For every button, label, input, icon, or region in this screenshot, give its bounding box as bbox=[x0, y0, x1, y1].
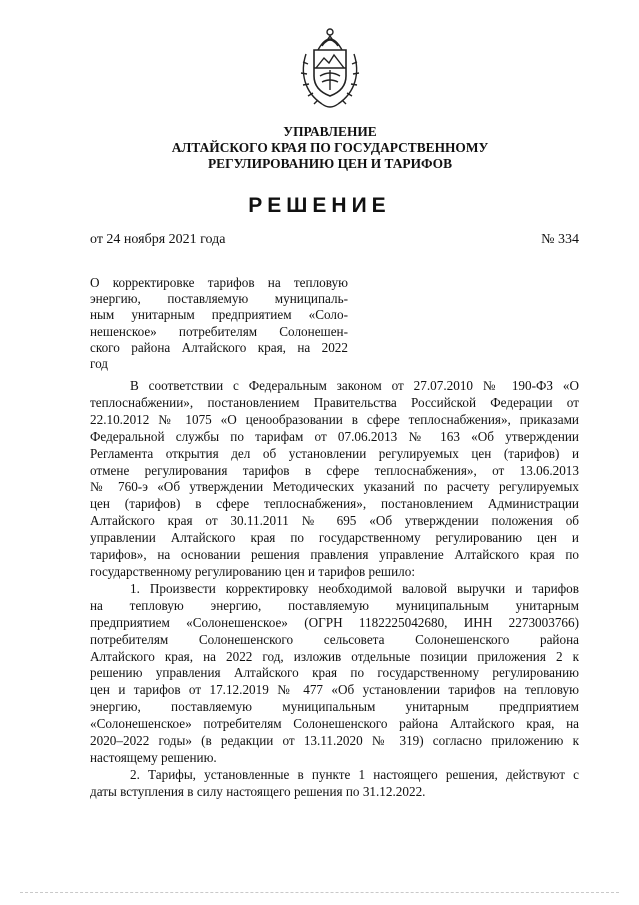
body-line: теплоснабжении», постановлением Правительства Российской Федерации от bbox=[90, 394, 579, 410]
org-line: РЕГУЛИРОВАНИЮ ЦЕН И ТАРИФОВ bbox=[207, 156, 453, 171]
body-line: 22.10.2012 № 1075 «О ценообразовании в сфере теплоснабжения», приказами bbox=[90, 411, 579, 427]
body-line: потребителям Солонешенского сельсовета Солонешенского района bbox=[90, 631, 579, 647]
org-line: АЛТАЙСКОГО КРАЯ ПО ГОСУДАРСТВЕННОМУ bbox=[171, 140, 489, 155]
body-line: 1. Произвести корректировку необходимой валовой выручки и тарифов bbox=[130, 580, 579, 596]
body-line: даты вступления в силу настоящего решения по 31.12.2022. bbox=[90, 783, 426, 799]
body-line: на тепловую энергию, поставляемую муниципальным унитарным bbox=[90, 597, 579, 613]
org-line: УПРАВЛЕНИЕ bbox=[283, 124, 377, 139]
body-line: цен и тарифов от 17.12.2019 № 477 «Об установлении тарифов на тепловую bbox=[90, 682, 579, 698]
body-line: решению управления Алтайского края по государственному регулированию bbox=[90, 665, 579, 681]
subject-line: ского района Алтайского края, на 2022 bbox=[90, 339, 348, 355]
scan-edge-divider bbox=[20, 892, 619, 893]
document-body bbox=[90, 378, 579, 801]
body-line: «Солонешенское» потребителям Солонешенского района Алтайского края, на bbox=[90, 716, 579, 732]
body-line: государственному регулированию цен и тарифов решило: bbox=[90, 563, 415, 579]
body-line: настоящему решению. bbox=[90, 749, 217, 765]
body-line: 2. Тарифы, установленные в пункте 1 настоящего решения, действуют с bbox=[130, 766, 579, 782]
document-type-title: РЕШЕНИЕ bbox=[248, 194, 391, 217]
body-line: Регламента открытия дел об установлении регулируемых цен (тарифов) и bbox=[90, 445, 579, 461]
body-line: отмене регулирования тарифов в сфере теплоснабжения», от 13.06.2013 bbox=[90, 462, 579, 478]
body-line: В соответствии с Федеральным законом от 27.07.2010 № 190-ФЗ «О bbox=[130, 378, 579, 393]
body-line: 2020–2022 годы» (в редакции от 13.11.2020 № 319) согласно приложению к bbox=[90, 733, 579, 749]
subject-line: нешенское» потребителям Солонешен- bbox=[90, 323, 348, 339]
body-line: энергию, поставляемую муниципальным унитарным предприятием bbox=[90, 699, 579, 715]
body-line: управлении Алтайского края по государственному регулированию цен и bbox=[90, 530, 579, 546]
body-line: № 760-э «Об утверждении Методических указаний по расчету регулируемых bbox=[90, 479, 579, 495]
body-line: тарифов», на основании решения правления управление Алтайского края по bbox=[90, 547, 579, 563]
body-line: Федеральной службы по тарифам от 07.06.2013 № 163 «Об утверждении bbox=[90, 428, 579, 444]
subject-line: год bbox=[90, 356, 109, 372]
body-line: Алтайского края от 30.11.2011 № 695 «Об утверждении положения об bbox=[90, 513, 579, 529]
organization-name bbox=[100, 124, 560, 172]
coat-of-arms-emblem bbox=[296, 24, 364, 112]
document-subject bbox=[90, 275, 348, 372]
subject-line: энергию, поставляемую муниципаль- bbox=[90, 291, 348, 307]
body-line: предприятием «Солонешенское» (ОГРН 1182225042680, ИНН 2273003766) bbox=[90, 614, 579, 630]
body-line: Алтайского края, на 2022 год, изложив отдельные позиции приложения 2 к bbox=[90, 648, 579, 664]
document-number: № 334 bbox=[541, 232, 579, 247]
body-line: цен (тарифов) в сфере теплоснабжения», постановлением Администрации bbox=[90, 496, 579, 512]
document-date: от 24 ноября 2021 года bbox=[90, 232, 226, 247]
subject-line: О корректировке тарифов на тепловую bbox=[90, 275, 348, 290]
subject-line: ным унитарным предприятием «Соло- bbox=[90, 307, 348, 323]
